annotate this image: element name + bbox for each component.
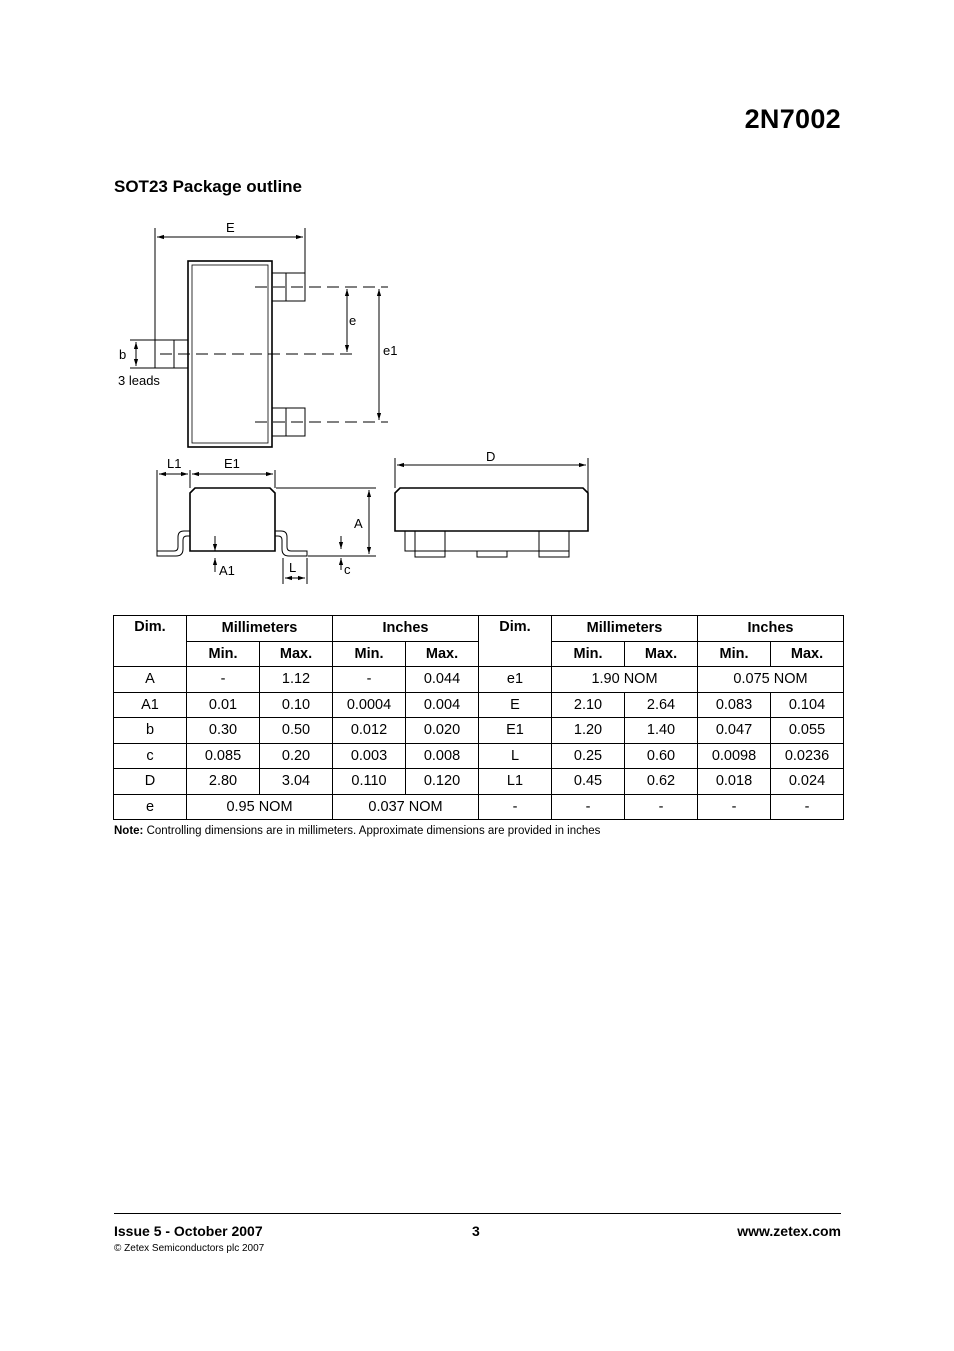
label-A1: A1 bbox=[219, 563, 235, 578]
table-row bbox=[114, 667, 844, 693]
header-max: Max. bbox=[771, 641, 844, 667]
package-body-side bbox=[190, 488, 275, 551]
table-cell: 0.104 bbox=[771, 692, 844, 718]
table-cell: 0.012 bbox=[333, 718, 406, 744]
table-cell: e1 bbox=[479, 667, 552, 693]
table-cell: 0.60 bbox=[625, 743, 698, 769]
footer-divider bbox=[114, 1213, 841, 1214]
header-min: Min. bbox=[698, 641, 771, 667]
table-cell: 0.62 bbox=[625, 769, 698, 795]
table-cell: A1 bbox=[114, 692, 187, 718]
table-cell: e bbox=[114, 794, 187, 820]
table-cell: 0.30 bbox=[187, 718, 260, 744]
table-cell: 0.45 bbox=[552, 769, 625, 795]
header-min: Min. bbox=[333, 641, 406, 667]
table-cell: D bbox=[114, 769, 187, 795]
header-max: Max. bbox=[406, 641, 479, 667]
label-3-leads: 3 leads bbox=[118, 373, 160, 388]
label-E: E bbox=[226, 220, 235, 235]
label-e1: e1 bbox=[383, 343, 398, 358]
footer-website: www.zetex.com bbox=[737, 1223, 841, 1239]
header-inches: Inches bbox=[333, 616, 479, 642]
table-cell: A bbox=[114, 667, 187, 693]
table-cell: 0.50 bbox=[260, 718, 333, 744]
header-max: Max. bbox=[260, 641, 333, 667]
table-cell: 0.110 bbox=[333, 769, 406, 795]
table-cell: 0.0098 bbox=[698, 743, 771, 769]
table-row bbox=[114, 743, 844, 769]
table-cell: E bbox=[479, 692, 552, 718]
label-A: A bbox=[354, 516, 363, 531]
table-cell: - bbox=[698, 794, 771, 820]
table-cell: 1.90 NOM bbox=[552, 667, 698, 693]
label-E1: E1 bbox=[224, 456, 240, 471]
table-header-row bbox=[114, 616, 844, 642]
table-cell: 0.055 bbox=[771, 718, 844, 744]
table-cell: b bbox=[114, 718, 187, 744]
label-D: D bbox=[486, 449, 496, 464]
table-cell: 3.04 bbox=[260, 769, 333, 795]
header-max: Max. bbox=[625, 641, 698, 667]
table-cell: L1 bbox=[479, 769, 552, 795]
table-cell: 0.01 bbox=[187, 692, 260, 718]
package-body-front bbox=[395, 488, 588, 531]
label-b: b bbox=[119, 347, 127, 362]
header-min: Min. bbox=[187, 641, 260, 667]
table-row bbox=[114, 769, 844, 795]
front-lead-middle bbox=[477, 551, 507, 557]
footer-copyright: © Zetex Semiconductors plc 2007 bbox=[114, 1243, 265, 1254]
package-outline-drawing bbox=[0, 0, 954, 610]
lead-profile-right bbox=[275, 531, 307, 556]
table-cell: 0.047 bbox=[698, 718, 771, 744]
section-title: SOT23 Package outline bbox=[114, 177, 303, 196]
table-cell: 1.12 bbox=[260, 667, 333, 693]
label-e: e bbox=[349, 313, 357, 328]
table-row bbox=[114, 794, 844, 820]
table-cell: 1.20 bbox=[552, 718, 625, 744]
table-cell: 0.0004 bbox=[333, 692, 406, 718]
table-note bbox=[114, 825, 600, 837]
table-cell: 0.008 bbox=[406, 743, 479, 769]
table-cell: 2.80 bbox=[187, 769, 260, 795]
table-cell: 0.20 bbox=[260, 743, 333, 769]
table-cell: 0.0236 bbox=[771, 743, 844, 769]
table-cell: 0.075 NOM bbox=[698, 667, 844, 693]
footer-issue: Issue 5 - October 2007 bbox=[114, 1223, 263, 1239]
footer-page-number: 3 bbox=[472, 1223, 480, 1239]
lead-profile-left bbox=[157, 531, 190, 556]
header-dim: Dim. bbox=[114, 616, 187, 667]
table-cell: 2.64 bbox=[625, 692, 698, 718]
table-row bbox=[114, 718, 844, 744]
table-cell: 0.004 bbox=[406, 692, 479, 718]
header-inches: Inches bbox=[698, 616, 844, 642]
table-cell: - bbox=[479, 794, 552, 820]
table-cell: - bbox=[333, 667, 406, 693]
table-cell: 0.95 NOM bbox=[187, 794, 333, 820]
dimensions-table bbox=[113, 615, 844, 820]
front-lead-right bbox=[539, 531, 569, 557]
front-lead-left bbox=[415, 531, 445, 557]
table-cell: - bbox=[625, 794, 698, 820]
table-cell: 0.25 bbox=[552, 743, 625, 769]
label-L1: L1 bbox=[167, 456, 182, 471]
table-cell: - bbox=[187, 667, 260, 693]
header-millimeters: Millimeters bbox=[552, 616, 698, 642]
table-cell: c bbox=[114, 743, 187, 769]
table-cell: 0.018 bbox=[698, 769, 771, 795]
table-cell: 0.120 bbox=[406, 769, 479, 795]
table-cell: 0.083 bbox=[698, 692, 771, 718]
header-millimeters: Millimeters bbox=[187, 616, 333, 642]
label-c: c bbox=[344, 562, 351, 577]
table-cell: 0.003 bbox=[333, 743, 406, 769]
table-cell: 0.044 bbox=[406, 667, 479, 693]
table-cell: 0.024 bbox=[771, 769, 844, 795]
table-cell: 2.10 bbox=[552, 692, 625, 718]
header-min: Min. bbox=[552, 641, 625, 667]
table-cell: 0.037 NOM bbox=[333, 794, 479, 820]
table-cell: 0.10 bbox=[260, 692, 333, 718]
table-cell: L bbox=[479, 743, 552, 769]
part-number-title: 2N7002 bbox=[744, 104, 841, 134]
header-dim: Dim. bbox=[479, 616, 552, 667]
label-L: L bbox=[289, 560, 297, 575]
table-cell: 0.085 bbox=[187, 743, 260, 769]
table-cell: E1 bbox=[479, 718, 552, 744]
table-cell: - bbox=[771, 794, 844, 820]
table-cell: - bbox=[552, 794, 625, 820]
table-row bbox=[114, 692, 844, 718]
note-text: Controlling dimensions are in millimeters. Approximate dimensions are provided in inches bbox=[143, 825, 601, 837]
table-cell: 1.40 bbox=[625, 718, 698, 744]
note-label: Note: bbox=[114, 825, 144, 837]
table-cell: 0.020 bbox=[406, 718, 479, 744]
